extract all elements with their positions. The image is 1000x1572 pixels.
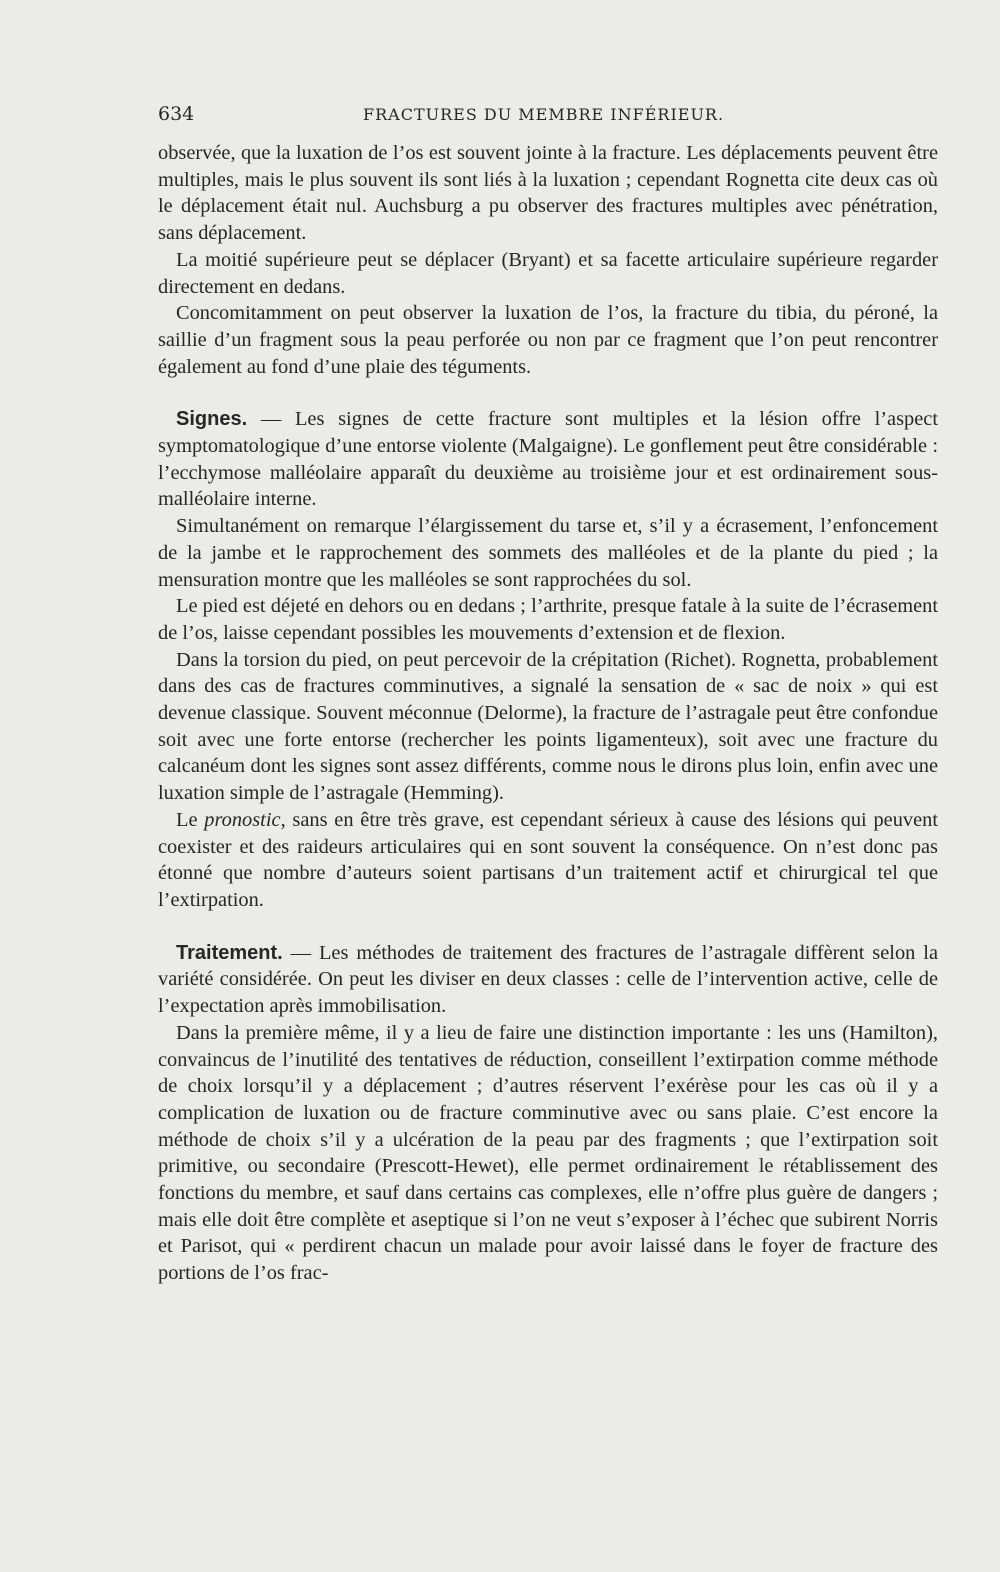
section-heading-traitement: Traitement. <box>176 941 283 964</box>
paragraph-pronostic <box>158 807 938 914</box>
paragraph-pied: Le pied est déjeté en dehors ou en dedans ; l’arthrite, presque fatale à la suite de l’écrasement de l’os, laisse cependant possibles les mouvements d’extension et de flexion. <box>158 595 938 644</box>
page-number: 634 <box>158 103 195 125</box>
traitement-text: — Les méthodes de traitement des fractures de l’astragale diffèrent selon la variété considérée. On peut les diviser en deux classes : celle de l’intervention active, celle de l’expectation après immobilisation. <box>158 941 938 1018</box>
section-heading-signes: Signes. <box>176 408 248 431</box>
running-title: FRACTURES DU MEMBRE INFÉRIEUR. <box>363 105 725 124</box>
paragraph-continuation: observée, que la luxation de l’os est souvent jointe à la fracture. Les déplacements peuvent être multiples, mais le plus souvent ils sont liés à la luxation ; cependant Rognetta cite deux cas où le déplacement était nul. Auchsburg a pu observer des fractures multiples avec pénétration, sans déplacement. <box>158 142 938 245</box>
paragraph-torsion: Dans la torsion du pied, on peut percevoir de la crépitation (Richet). Rognetta, probablement dans des cas de fractures comminutives, a signalé la sensation de « sac de noix » qui est devenue classique. Souvent méconnue (Delorme), la fracture de l’astragale peut être confondue soit avec une forte entorse (rechercher les points ligamenteux), soit avec une fracture du calcanéum dont les signes sont assez différents, comme nous le dirons plus loin, enfin avec une luxation simple de l’astragale (Hemming). <box>158 648 938 805</box>
page-body <box>158 140 938 1287</box>
paragraph-simultanement: Simultanément on remarque l’élargissement du tarse et, s’il y a écrasement, l’enfoncement de la jambe et le rapprochement des sommets des malléoles et de la plante du pied ; la mensuration montre que les malléoles se sont rapprochées du sol. <box>158 515 938 591</box>
paragraph-concomitant: Concomitamment on peut observer la luxation de l’os, la fracture du tibia, du péroné, la saillie d’un fragment sous la peau perforée ou non par ce fragment que l’on peut rencontrer également au fond d’une plaie des téguments. <box>158 302 938 378</box>
signes-text: — Les signes de cette fracture sont multiples et la lésion offre l’aspect symptomatologique d’une entorse violente (Malgaigne). Le gonflement peut être considérable : l’ecchymose malléolaire apparaît du deuxième au troisième jour et est ordinairement sous-malléolaire interne. <box>158 408 938 511</box>
pronostic-term: pronostic <box>204 808 281 831</box>
pronostic-text: , sans en être très grave, est cependant sérieux à cause des lésions qui peuvent coexister et des raideurs articulaires qui en sont souvent la conséquence. On n’est donc pas étonné que nombre d’auteurs soient partisans d’un traitement actif et chirurgical tel que l’extirpation. <box>158 808 938 911</box>
paragraph-premiere: Dans la première même, il y a lieu de faire une distinction importante : les uns (Hamilton), convaincus de l’inutilité des tentatives de réduction, conseillent l’extirpation comme méthode de choix lorsqu’il y a déplacement ; d’autres réservent l’exérèse pour les cas où il y a complication de luxation ou de fracture comminutive avec ou sans plaie. C’est encore la méthode de choix s’il y a ulcération de la peau par des fragments ; que l’extirpation soit primitive, ou secondaire (Prescott-Hewet), elle permet ordinairement le rétablissement des fonctions du membre, et sauf dans certains cas complexes, elle n’offre plus guère de dangers ; mais elle doit être complète et aseptique si l’on ne veut s’exposer à l’échec que subirent Norris et Parisot, qui « perdirent chacun un malade pour avoir laissé dans le foyer de fracture des portions de l’os frac- <box>158 1021 938 1285</box>
pronostic-lead: Le <box>176 808 205 831</box>
paragraph-traitement <box>158 940 938 1020</box>
paragraph-displacement: La moitié supérieure peut se déplacer (Bryant) et sa facette articulaire supérieure regarder directement en dedans. <box>158 248 938 298</box>
paragraph-signes <box>158 406 938 513</box>
